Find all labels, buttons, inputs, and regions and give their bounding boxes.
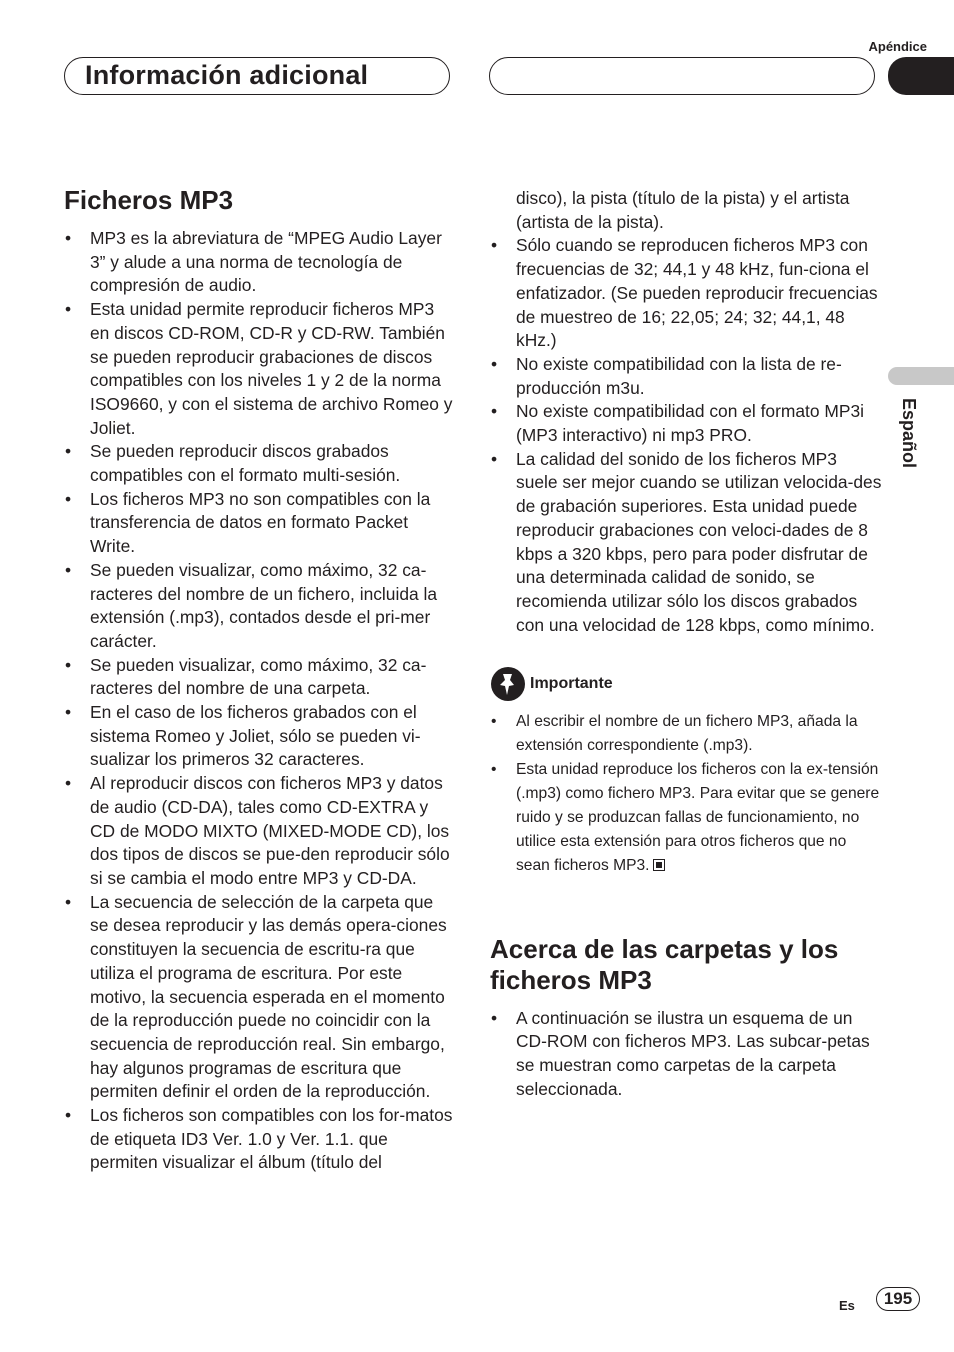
list-item: • No existe compatibilidad con el formato MP3i (MP3 interactivo) ni mp3 PRO.: [490, 400, 882, 447]
list-item: • La secuencia de selección de la carpeta que se desea reproducir y las demás opera-ciones constituyen la secuencia de escritu-ra que utiliza el programa de escritura. Por este motivo, la secuencia esperada en el momento de la reproducción puede no coincidir con la secuencia de reproducción real. Sin embargo, hay algunos programas de escritura que permiten definir el orden de la reproducción.: [64, 891, 454, 1104]
important-text: Esta unidad reproduce los ficheros con la ex-tensión (.mp3) como fichero MP3. Para evitar que se genere ruido y se produzcan fallas de funcionamiento, no utilice esta extensión para otros ficheros que no sean ficheros MP3.: [516, 761, 880, 874]
list-item: • MP3 es la abreviatura de “MPEG Audio Layer 3” y alude a una norma de tecnología de compresión de audio.: [64, 227, 454, 298]
header-title-box: [64, 57, 450, 95]
folders-bullet-list: [490, 1007, 882, 1102]
list-item: • No existe compatibilidad con la lista de re-producción m3u.: [490, 353, 882, 400]
important-bullet-list: [490, 710, 882, 877]
list-item: • Sólo cuando se reproducen ficheros MP3 con frecuencias de 32; 44,1 y 48 kHz, fun-ciona el enfatizador. (Se pueden reproducir frecuencias de muestreo de 16; 22,05; 24; 32; 44,1, 48 kHz.): [490, 234, 882, 353]
important-label: Importante: [530, 675, 613, 693]
list-item: • Esta unidad permite reproducir ficheros MP3 en discos CD-ROM, CD-R y CD-RW. También se pueden reproducir grabaciones de discos compatibles con los niveles 1 y 2 de la norma ISO9660, y con el sistema de archivo Romeo y Joliet.: [64, 298, 454, 440]
mp3-bullet-list-left: [64, 227, 454, 1175]
important-pushpin-icon: [490, 666, 526, 702]
important-text: Al escribir el nombre de un fichero MP3, añada la extensión correspondiente (.mp3).: [516, 713, 858, 755]
list-item: [490, 758, 882, 878]
list-item: • Se pueden visualizar, como máximo, 32 ca-racteres del nombre de un fichero, incluida la extensión (.mp3), contados desde el pri-mer carácter.: [64, 559, 454, 654]
mp3-bullet-list-right: [490, 187, 882, 637]
section-title-mp3-files: Ficheros MP3: [64, 185, 234, 215]
list-item: • Los ficheros son compatibles con los for-matos de etiqueta ID3 Ver. 1.0 y Ver. 1.1. que permiten visualizar el álbum (título del: [64, 1104, 454, 1175]
list-item: • Se pueden reproducir discos grabados compatibles con el formato multi-sesión.: [64, 440, 454, 487]
end-of-section-icon: [653, 859, 665, 871]
language-tab-marker: [888, 367, 954, 385]
header-title: Información adicional: [85, 60, 369, 90]
list-item: • Al reproducir discos con ficheros MP3 y datos de audio (CD-DA), tales como CD-EXTRA y CD de MODO MIXTO (MIXED-MODE CD), los dos tipos de discos se pue-den reproducir sólo si se cambia el modo entre MP3 y CD-DA.: [64, 772, 454, 891]
list-item: • La calidad del sonido de los ficheros MP3 suele ser mejor cuando se utilizan velocida-des de grabación superiores. Esta unidad puede reproducir grabaciones con veloci-dades de 8 kbps a 320 kbps, pero para poder disfrutar de una determinada calidad de sonido, se recomienda utilizar sólo los discos grabados con una velocidad de 128 kbps, como mínimo.: [490, 448, 882, 638]
chapter-tab: [888, 57, 954, 95]
appendix-label: Apéndice: [868, 39, 927, 54]
header-empty-box: [489, 57, 875, 95]
list-item: • En el caso de los ficheros grabados con el sistema Romeo y Joliet, sólo se pueden vi-sualizar los primeros 32 caracteres.: [64, 701, 454, 772]
left-column: [64, 185, 454, 1175]
page-number: 195: [876, 1287, 920, 1311]
list-item: • Los ficheros MP3 no son compatibles con la transferencia de datos en formato Packet Write.: [64, 488, 454, 559]
list-item: • A continuación se ilustra un esquema de un CD-ROM con ficheros MP3. Las subcar-petas se muestran como carpetas de la carpeta seleccionada.: [490, 1007, 882, 1102]
list-item-continuation: disco), la pista (título de la pista) y el artista (artista de la pista).: [516, 188, 850, 232]
right-column: [490, 187, 882, 1102]
important-heading: [490, 666, 882, 702]
list-item: [490, 710, 882, 758]
list-item: • Se pueden visualizar, como máximo, 32 ca-racteres del nombre de una carpeta.: [64, 654, 454, 701]
language-label: Español: [899, 398, 919, 469]
section-title-folders-files: Acerca de las carpetas y los ficheros MP3: [490, 933, 839, 995]
language-code: Es: [839, 1298, 855, 1313]
